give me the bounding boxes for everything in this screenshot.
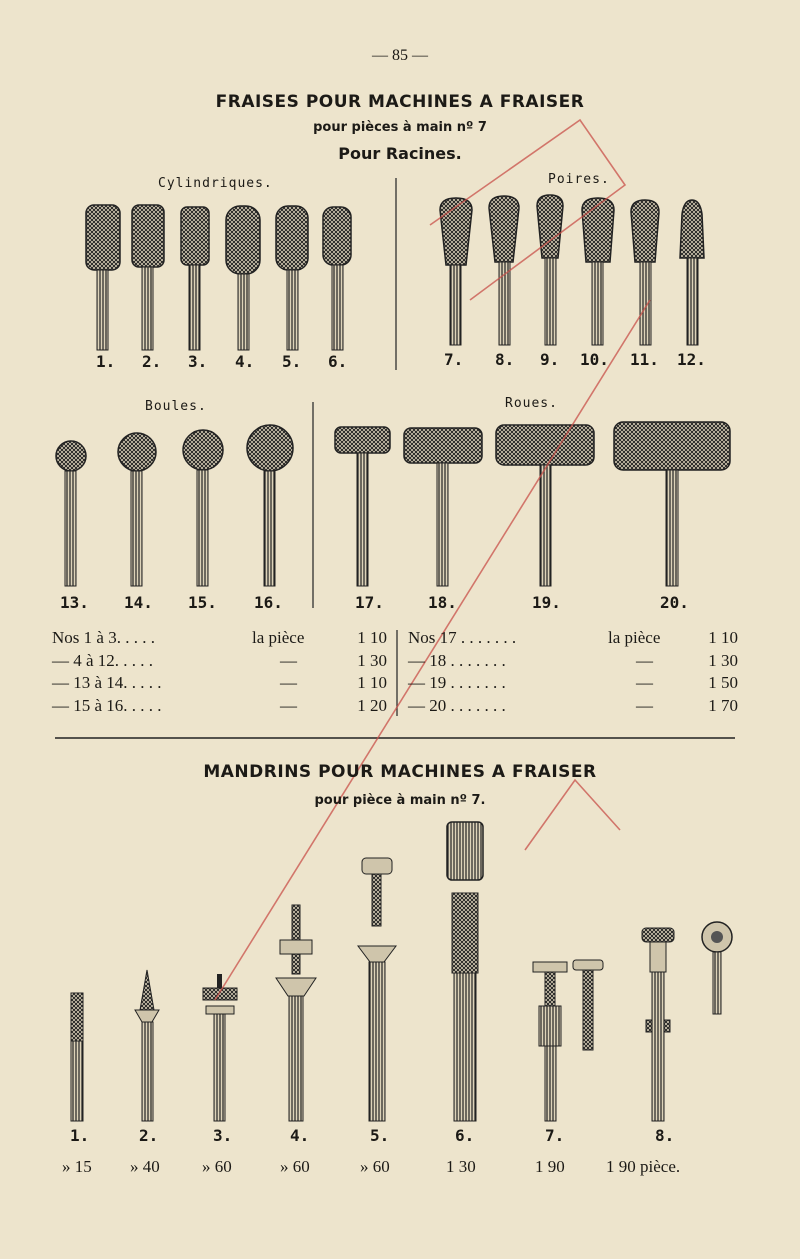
- label-3: 3.: [188, 352, 208, 371]
- section2-title: MANDRINS POUR MACHINES A FRAISER: [203, 762, 597, 782]
- price-row: — 13 à 14. . . . . — 1 10: [52, 673, 387, 692]
- bur-cylindrical-6: [323, 207, 351, 350]
- bur-cylindrical-3: [181, 207, 209, 350]
- label-10: 10.: [580, 350, 609, 369]
- mandrel-price-2: » 40: [130, 1157, 160, 1176]
- price-row: Nos 17 . . . . . . . la pièce 1 10: [408, 628, 738, 647]
- label-4: 4.: [235, 352, 255, 371]
- mandrel-2: [135, 970, 159, 1121]
- bur-pear-7: [440, 198, 472, 345]
- label-18: 18.: [428, 593, 457, 612]
- price-row: — 15 à 16. . . . . — 1 20: [52, 695, 387, 715]
- mandrel-label-1: 1.: [70, 1126, 90, 1145]
- price-table-left: [52, 628, 387, 718]
- mandrel-6: [447, 822, 483, 1121]
- bur-wheel-19: [496, 425, 594, 586]
- label-16: 16.: [254, 593, 283, 612]
- mandrel-3: [203, 974, 237, 1121]
- label-13: 13.: [60, 593, 89, 612]
- label-19: 19.: [532, 593, 561, 612]
- label-17: 17.: [355, 593, 384, 612]
- label-6: 6.: [328, 352, 348, 371]
- bur-cylindrical-1: [86, 205, 120, 350]
- bur-wheel-17: [335, 427, 390, 586]
- mandrel-5: [358, 858, 396, 1121]
- section1-subheading: Pour Racines.: [338, 144, 462, 163]
- price-row: — 20 . . . . . . . — 1 70: [408, 695, 738, 715]
- bur-wheel-18: [404, 428, 482, 586]
- label-8: 8.: [495, 350, 515, 369]
- mandrel-label-5: 5.: [370, 1126, 390, 1145]
- label-15: 15.: [188, 593, 217, 612]
- bur-pear-8: [489, 196, 519, 345]
- label-11: 11.: [630, 350, 659, 369]
- price-table-right: [408, 628, 738, 718]
- mandrel-label-8: 8.: [655, 1126, 675, 1145]
- mandrel-price-8: 1 90 pièce.: [606, 1157, 681, 1176]
- page-number: — 85 —: [372, 47, 428, 64]
- price-row: — 4 à 12. . . . . — 1 30: [52, 650, 387, 670]
- price-row: Nos 1 à 3. . . . . la pièce 1 10: [52, 628, 387, 647]
- group-boules: Boules.: [145, 399, 207, 414]
- group-poires: Poires.: [548, 172, 610, 187]
- mandrel-price-1: » 15: [62, 1157, 92, 1176]
- bur-cylindrical-5: [276, 206, 308, 350]
- bur-wheel-20: [614, 422, 730, 586]
- section1-title: FRAISES POUR MACHINES A FRAISER: [215, 92, 585, 112]
- mandrel-4: [276, 905, 316, 1121]
- mandrel-label-6: 6.: [455, 1126, 475, 1145]
- bur-cylindrical-4: [226, 206, 260, 350]
- label-2: 2.: [142, 352, 162, 371]
- mandrel-7: [533, 960, 603, 1121]
- mandrel-label-3: 3.: [213, 1126, 233, 1145]
- mandrel-price-4: » 60: [280, 1157, 310, 1176]
- mandrel-8: [642, 922, 732, 1121]
- mandrel-price-7: 1 90: [535, 1157, 565, 1176]
- label-1: 1.: [96, 352, 116, 371]
- section2-subtitle: pour pièce à main nº 7.: [314, 793, 486, 808]
- label-20: 20.: [660, 593, 689, 612]
- bur-ball-14: [118, 433, 156, 586]
- bur-ball-15: [183, 430, 223, 586]
- bur-pear-9: [537, 195, 563, 345]
- label-12: 12.: [677, 350, 706, 369]
- bur-ball-16: [247, 425, 293, 586]
- mandrel-1: [71, 993, 83, 1121]
- price-row: — 19 . . . . . . . — 1 50: [408, 673, 738, 692]
- section1-subtitle: pour pièces à main nº 7: [313, 120, 487, 135]
- bur-pear-10: [582, 198, 614, 345]
- group-cylindriques: Cylindriques.: [158, 176, 273, 191]
- bur-ball-13: [56, 441, 86, 586]
- label-7: 7.: [444, 350, 464, 369]
- label-5: 5.: [282, 352, 302, 371]
- bur-pear-12: [680, 200, 704, 345]
- mandrel-price-6: 1 30: [446, 1157, 476, 1176]
- label-9: 9.: [540, 350, 560, 369]
- mandrel-label-4: 4.: [290, 1126, 310, 1145]
- bur-cylindrical-2: [132, 205, 164, 350]
- label-14: 14.: [124, 593, 153, 612]
- mandrel-price-5: » 60: [360, 1157, 390, 1176]
- mandrel-label-7: 7.: [545, 1126, 565, 1145]
- mandrel-price-3: » 60: [202, 1157, 232, 1176]
- price-row: — 18 . . . . . . . — 1 30: [408, 650, 738, 670]
- mandrel-label-2: 2.: [139, 1126, 159, 1145]
- group-roues: Roues.: [505, 396, 558, 411]
